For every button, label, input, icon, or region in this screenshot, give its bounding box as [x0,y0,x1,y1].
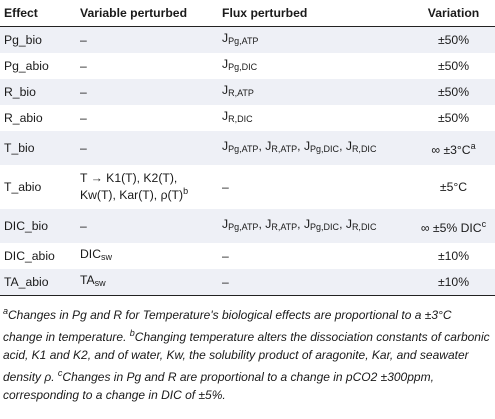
cell-flux [218,27,396,54]
variable-text: – [80,58,87,73]
flux-term [304,139,339,153]
variation-note: a [470,140,476,151]
flux-term [346,139,377,153]
flux-subscript: R,DIC [351,144,377,154]
variable-note: b [183,186,189,196]
variable-subscript: sw [94,278,106,288]
variable-text: DIC [80,247,101,261]
flux-term [222,57,257,71]
table-row [0,27,495,54]
cell-variable [76,79,218,105]
cell-variation [396,105,495,131]
cell-variable [76,105,218,131]
header-effect: Effect [0,0,76,27]
footnote-b-mark: b [129,328,135,338]
cell-variable [76,209,218,243]
cell-variation [396,165,495,209]
cell-effect: Pg_bio [0,27,76,54]
cell-variation [396,131,495,165]
flux-term [222,83,254,97]
flux-subscript: R,ATP [228,88,254,98]
cell-variable [76,53,218,79]
flux-text: – [222,248,229,263]
header-variation: Variation [396,0,495,27]
flux-subscript: R,DIC [351,222,377,232]
cell-flux [218,165,396,209]
flux-term [222,217,258,231]
cell-variable [76,165,218,209]
variation-text: ±10% [437,248,470,263]
variation-text: ±50% [437,58,470,73]
cell-flux [218,105,396,131]
footnote-b-text: Changing temperature alters the dissociation constants of carbonic acid, K1 and K2, and of water, Kw, the solubility product of aragonite, Kar, and seawater density ρ. [3,330,490,384]
flux-symbol: J [222,139,229,153]
flux-term [346,217,377,231]
variable-text: – [80,218,87,233]
footnote-a-mark: a [3,306,9,316]
cell-effect: DIC_bio [0,209,76,243]
flux-subscript: R,DIC [228,114,253,124]
flux-symbol: J [345,217,352,231]
flux-subscript: R,ATP [271,144,298,154]
variable-text: – [80,110,87,125]
cell-variation [396,269,495,295]
variation-text: ∞ ±5% DIC [420,220,482,235]
cell-effect: R_bio [0,79,76,105]
cell-effect: T_bio [0,131,76,165]
variation-note: c [481,218,487,229]
cell-variable [76,269,218,295]
cell-variation [396,53,495,79]
variable-subscript: sw [101,252,112,262]
flux-term [222,139,258,153]
cell-effect: R_abio [4,110,43,125]
variable-text: – [80,32,87,47]
variation-text: ±50% [437,32,470,47]
flux-text: – [222,274,229,289]
variation-text: ±50% [437,110,470,125]
footnote-c-mark: c [57,368,63,378]
cell-effect: T_abio [4,179,42,194]
cell-flux: $J_{Pg,ATP}$, $J_{R,ATP}$, $J_{Pg,DIC}$, $J_{R,DIC}$ [218,209,396,243]
cell-flux [218,53,396,79]
flux-subscript: Pg,ATP [228,36,259,46]
flux-symbol: J [222,109,229,123]
cell-effect: DIC_abio [4,248,55,263]
flux-symbol: J [303,217,311,231]
flux-symbol: J [222,31,229,45]
table-row [0,209,495,243]
table-body [0,27,495,296]
table-row [0,131,495,165]
variable-text: TA [80,273,95,287]
flux-symbol: J [345,139,352,153]
cell-effect: Pg_abio [4,58,49,73]
cell-variable [76,131,218,165]
flux-symbol: J [222,83,229,97]
cell-variation [396,209,495,243]
flux-term [265,139,297,153]
flux-subscript: Pg,ATP [228,144,259,154]
flux-subscript: Pg,DIC [228,62,258,72]
header-flux: Flux perturbed [218,0,396,27]
flux-term [222,31,258,45]
flux-symbol: J [265,139,272,153]
footnote-c-text: Changes in Pg and R are proportional to a change in pCO2 ±300ppm, corresponding to a change in DIC of ±5%. [3,370,434,402]
flux-symbol: J [222,217,229,231]
variable-text: – [80,84,87,99]
flux-term [265,217,297,231]
cell-variable [76,243,218,269]
cell-variation [396,79,495,105]
flux-term [304,217,339,231]
cell-effect: TA_abio [0,269,76,295]
variable-text: – [80,140,87,155]
flux-subscript: Pg,DIC [310,144,340,154]
flux-symbol: J [222,57,229,71]
cell-variation [396,27,495,54]
header-variable: Variable perturbed [76,0,218,27]
flux-subscript: Pg,DIC [310,222,340,232]
variation-text: ∞ ±3°C [431,142,471,157]
flux-subscript: Pg,ATP [228,222,259,232]
header-row [0,0,495,27]
footnotes [0,295,495,404]
flux-symbol: J [265,217,272,231]
flux-term [222,109,253,123]
cell-flux [218,243,396,269]
cell-flux [218,269,396,295]
variable-text: T → K1(T), K2(T), Kw(T), Kar(T), ρ(T) [80,171,184,202]
table-row [0,269,495,295]
table-row [0,79,495,105]
cell-variable [76,27,218,54]
flux-text: – [222,179,229,194]
flux-symbol: J [303,139,311,153]
cell-flux: $J_{Pg,ATP}$, $J_{R,ATP}$, $J_{Pg,DIC}$, $J_{R,DIC}$ [218,131,396,165]
variation-text: ±50% [437,84,470,99]
table-row [0,243,495,269]
cell-variation [396,243,495,269]
cell-flux [218,79,396,105]
variation-text: ±10% [437,274,470,289]
table-row [0,105,495,131]
footnote-a-text: Changes in Pg and R for Temperature's biological effects are proportional to a ±3°C change in temperature. [3,308,452,344]
table-row [0,165,495,209]
variation-text: ±5°C [439,179,468,194]
flux-subscript: R,ATP [271,222,298,232]
table-row [0,53,495,79]
